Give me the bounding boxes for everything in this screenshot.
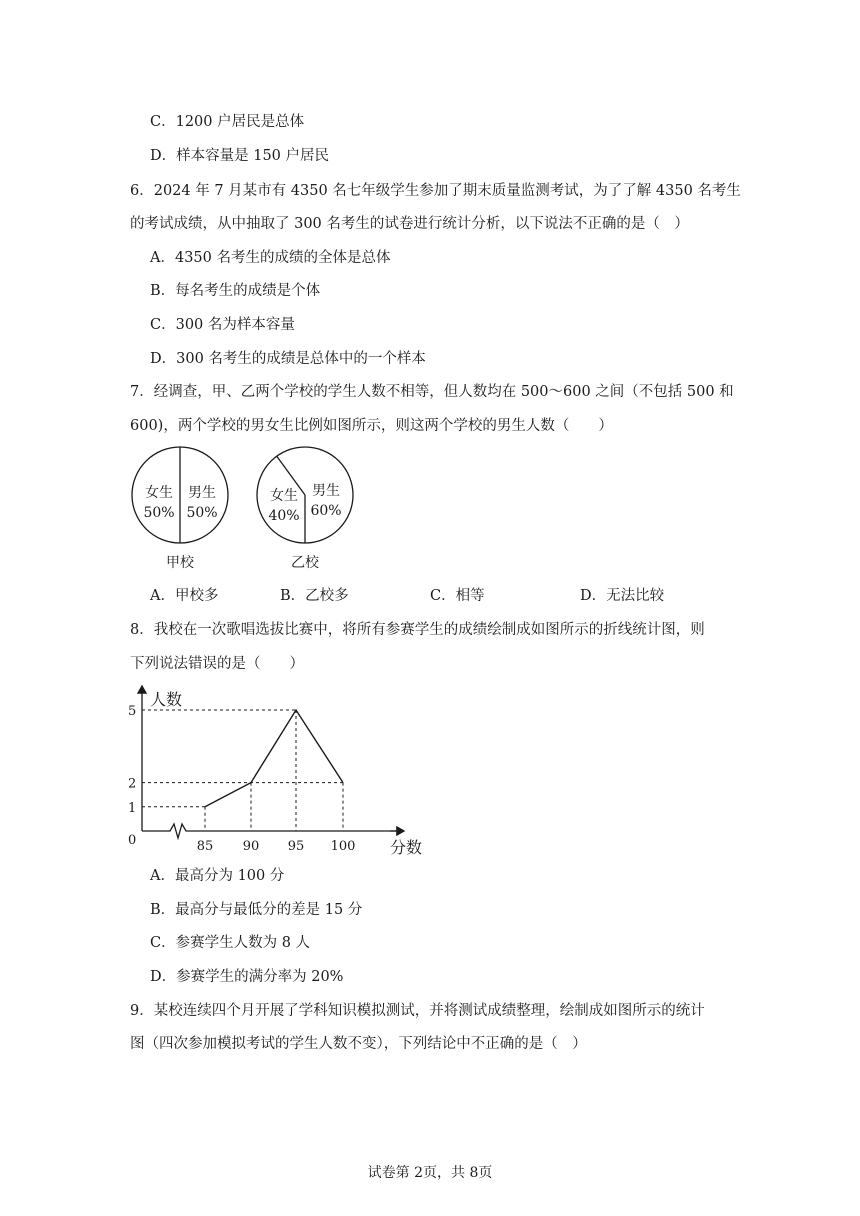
q7-stem-line1: 7．经调查，甲、乙两个学校的学生人数不相等，但人数均在 500～600 之间（不包括 500 和 — [130, 384, 734, 400]
x-axis — [142, 824, 402, 838]
q7-pie-figure — [125, 445, 365, 575]
q8-option-d: D．参赛学生的满分率为 20% — [150, 969, 344, 985]
pie-yi-male-pct: 60% — [310, 503, 342, 519]
x-tick-100: 100 — [330, 839, 356, 854]
q9-stem-line1: 9．某校连续四个月开展了学科知识模拟测试，并将测试成绩整理，绘制成如图所示的统计 — [130, 1003, 705, 1019]
q6-option-b: B．每名考生的成绩是个体 — [150, 283, 321, 299]
pie-jia-female-label: 女生 — [145, 485, 173, 501]
q8-option-a: A．最高分为 100 分 — [150, 868, 285, 884]
origin-label: 0 — [128, 833, 137, 848]
pie-yi — [257, 447, 353, 571]
q7-option-a: A．甲校多 — [150, 588, 219, 604]
q6-option-a: A．4350 名考生的成绩的全体是总体 — [150, 250, 391, 266]
q6-option-c: C．300 名为样本容量 — [150, 317, 295, 333]
pie-jia — [132, 447, 228, 571]
page-footer: 试卷第 2页，共 8页 — [367, 1165, 493, 1181]
q7-options-row — [0, 586, 860, 606]
q7-option-b: B．乙校多 — [280, 588, 349, 604]
pie-jia-female-pct: 50% — [143, 505, 175, 521]
x-axis-label: 分数 — [390, 838, 423, 857]
y-tick-2: 2 — [128, 776, 137, 792]
q5-option-d: D．样本容量是 150 户居民 — [150, 148, 330, 164]
pie-jia-name: 甲校 — [166, 555, 194, 571]
q5-option-c: C．1200 户居民是总体 — [150, 114, 305, 130]
q7-option-c: C．相等 — [430, 588, 485, 604]
pie-jia-male-pct: 50% — [186, 505, 218, 521]
q8-stem-line1: 8．我校在一次歌唱选拔比赛中，将所有参赛学生的成绩绘制成如图所示的折线统计图，则 — [130, 622, 705, 638]
pie-yi-name: 乙校 — [291, 555, 319, 571]
q6-stem-line2: 的考试成绩，从中抽取了 300 名考生的试卷进行统计分析，以下说法不正确的是（ ） — [130, 216, 689, 232]
y-axis-label: 人数 — [150, 690, 183, 709]
q6-option-d: D．300 名考生的成绩是总体中的一个样本 — [150, 351, 426, 367]
q8-option-b: B．最高分与最低分的差是 15 分 — [150, 902, 363, 918]
q9-stem-line2: 图（四次参加模拟考试的学生人数不变），下列结论中不正确的是（ ） — [130, 1036, 587, 1052]
q8-line-chart — [120, 676, 440, 866]
pie-jia-male-label: 男生 — [188, 485, 216, 501]
x-tick-85: 85 — [196, 839, 214, 854]
pie-yi-female-pct: 40% — [268, 508, 300, 524]
y-tick-5: 5 — [128, 704, 137, 719]
pie-yi-male-label: 男生 — [312, 483, 340, 499]
pie-yi-female-label: 女生 — [270, 488, 298, 504]
x-tick-95: 95 — [287, 839, 305, 854]
q8-stem-line2: 下列说法错误的是（ ） — [130, 656, 304, 672]
q7-option-d: D．无法比较 — [580, 588, 665, 604]
x-tick-90: 90 — [242, 839, 260, 854]
q7-stem-line2: 600)，两个学校的男女生比例如图所示，则这两个学校的男生人数（ ） — [130, 418, 613, 434]
y-tick-1: 1 — [128, 800, 137, 816]
q8-option-c: C．参赛学生人数为 8 人 — [150, 935, 311, 951]
series-line — [205, 710, 343, 807]
q6-stem-line1: 6．2024 年 7 月某市有 4350 名七年级学生参加了期末质量监测考试，为了了解 4350 名考生 — [130, 183, 741, 199]
